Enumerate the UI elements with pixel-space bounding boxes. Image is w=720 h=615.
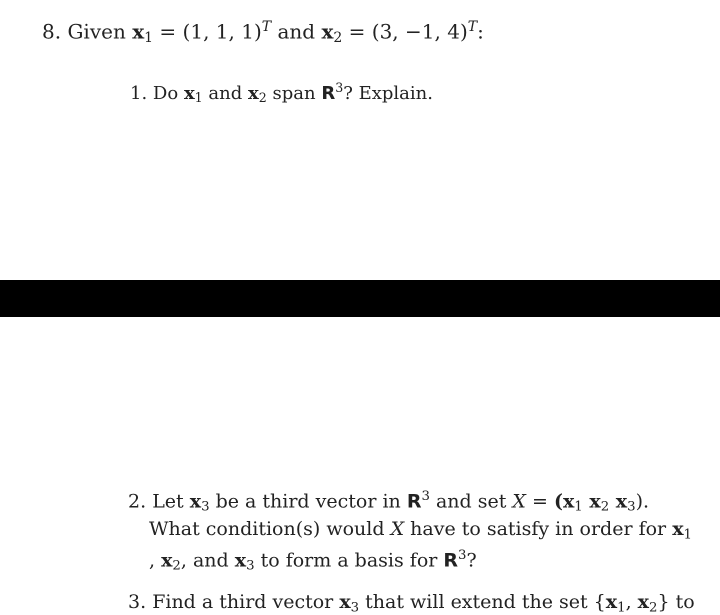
part-2-matrix-open: (x — [553, 490, 575, 513]
part-2-line2-X: X — [390, 518, 405, 540]
part-2-text-b: be a third vector in — [215, 490, 401, 513]
part-1-text-a: Do — [152, 82, 179, 104]
part-2-matrix-sub-1: 1 — [574, 499, 583, 515]
part-2-matrix-close: ). — [635, 490, 650, 513]
question-prefix: Given — [67, 19, 126, 44]
part-2-equals: = — [532, 490, 548, 513]
part-2-line3-b: , and — [180, 549, 229, 572]
part-2-text-a: Let — [152, 490, 184, 513]
part-2-line2-x1: x — [672, 518, 684, 540]
part-2-line2-x1-subscript: 1 — [683, 527, 692, 543]
part-2-x3-label: x — [189, 490, 202, 513]
vector-x2-label: x — [321, 19, 334, 44]
part-2-line-2 — [149, 520, 692, 542]
part-2-line3-real-exponent: 3 — [458, 548, 467, 563]
part-3-x3-label: x — [339, 591, 351, 613]
part-1-x1-subscript: 1 — [194, 90, 203, 106]
vector-x2-value: (3, −1, 4) — [371, 19, 468, 44]
part-1-number: 1. — [130, 82, 148, 104]
part-3-line-1 — [128, 593, 695, 615]
question-number: 8. — [42, 19, 62, 44]
part-2-real-space: R — [406, 490, 422, 513]
part-2-line-1 — [128, 490, 649, 514]
part-3-x2-subscript: 2 — [648, 600, 658, 615]
part-2-line3-x2: x — [161, 549, 173, 572]
part-3-text-c: } to — [657, 591, 695, 613]
part-1-real-space: R — [321, 82, 336, 104]
transpose-superscript: T — [261, 19, 272, 35]
part-3-text-a: Find a third vector — [152, 591, 334, 613]
vector-x1-subscript: 1 — [144, 30, 154, 47]
part-3-number: 3. — [128, 591, 147, 613]
vector-x1-label: x — [132, 19, 145, 44]
part-1-x2-subscript: 2 — [258, 90, 267, 106]
part-1-question — [130, 82, 433, 105]
part-2-matrix-sub-2: 2 — [600, 499, 610, 515]
part-2-line3-a: , — [149, 549, 156, 572]
part-3-x1: x — [605, 591, 618, 613]
part-3-x3-subscript: 3 — [350, 600, 360, 615]
part-1-x2-label: x — [248, 82, 259, 104]
vector-x1-value: (1, 1, 1) — [182, 19, 262, 44]
vector-x2-subscript: 2 — [333, 30, 343, 47]
part-1-and: and — [208, 82, 243, 104]
part-3-x2: x — [637, 591, 649, 613]
part-2-matrix-sub-3: 3 — [627, 499, 636, 515]
question-8-statement — [42, 20, 484, 45]
part-2-matrix-x2: x — [582, 490, 601, 513]
part-2-line3-x3: x — [234, 549, 247, 572]
part-3-x1-subscript: 1 — [617, 600, 626, 615]
part-2-line3-real-space: R — [443, 549, 459, 572]
part-1-text-b: ? Explain. — [343, 82, 433, 104]
part-2-line2-b: have to satisfy in order for — [410, 518, 667, 540]
part-2-matrix-X: X — [512, 490, 526, 513]
part-2-line3-c: to form a basis for — [260, 549, 438, 572]
part-1-real-exponent: 3 — [335, 80, 344, 95]
part-3-text-b: that will extend the set { — [365, 591, 606, 613]
part-2-real-exponent: 3 — [421, 489, 430, 504]
part-2-text-c: and set — [435, 490, 507, 513]
part-1-span: span — [272, 82, 316, 104]
transpose-superscript-2: T — [467, 19, 478, 35]
statement-end: : — [477, 19, 484, 44]
part-2-line-3 — [149, 549, 477, 573]
redaction-bar — [0, 280, 720, 317]
and-word: and — [277, 19, 316, 44]
equals-sign-2: = — [348, 19, 366, 44]
equals-sign: = — [159, 19, 177, 44]
part-2-x3-subscript: 3 — [201, 499, 210, 515]
part-2-line3-x2-subscript: 2 — [172, 558, 181, 574]
part-2-line3-end: ? — [466, 549, 477, 572]
part-3-comma: , — [625, 591, 632, 613]
part-2-line3-x3-subscript: 3 — [246, 558, 255, 574]
part-2-number: 2. — [128, 490, 147, 513]
part-2-line2-a: What condition(s) would — [149, 518, 385, 540]
part-1-x1-label: x — [183, 82, 195, 104]
part-2-matrix-x3: x — [609, 490, 628, 513]
